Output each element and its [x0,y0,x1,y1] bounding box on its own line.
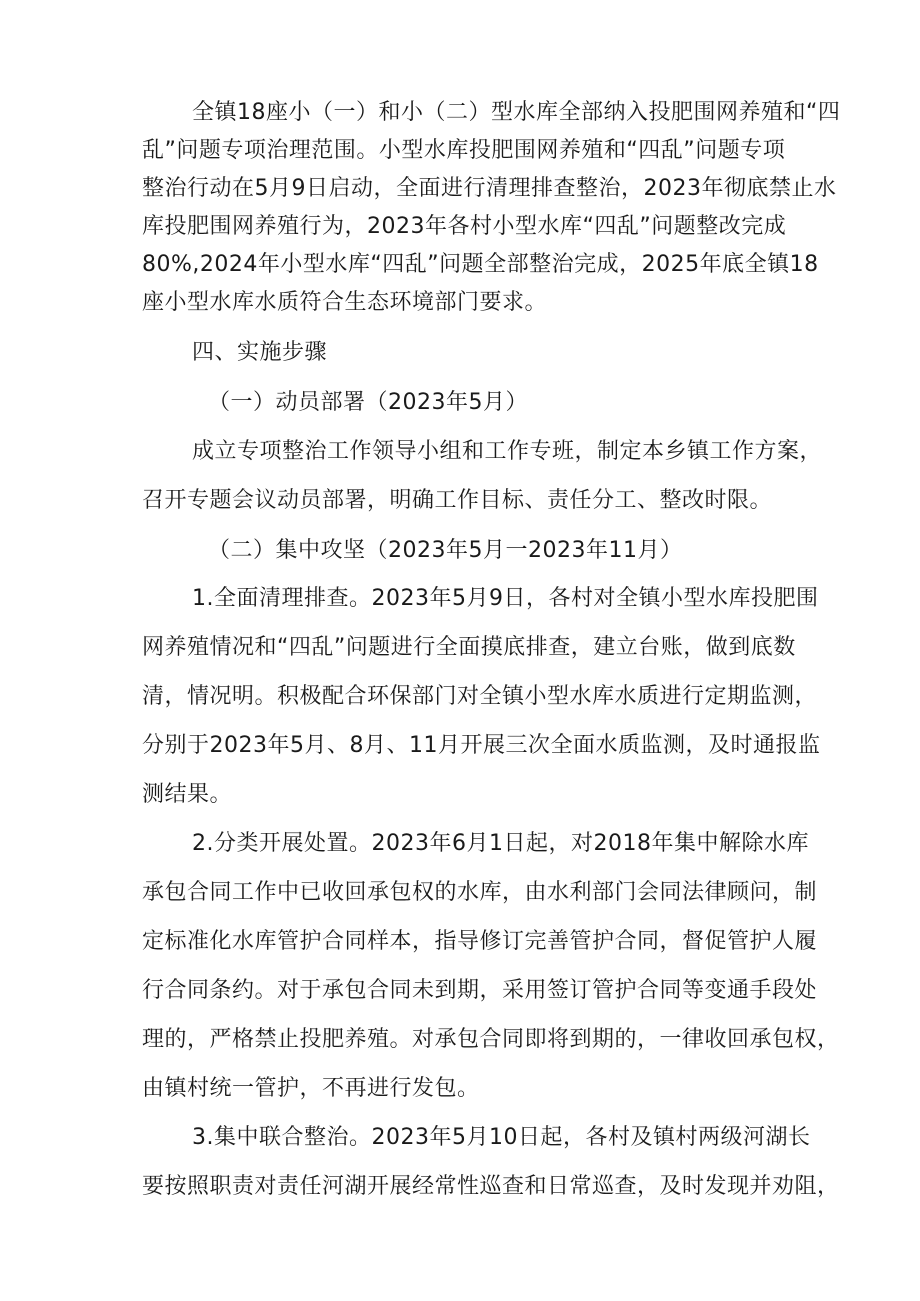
subsection-heading: （二）集中攻坚（2023年5月一2023年11月） [208,538,683,563]
paragraph-line: 测结果。 [142,782,233,807]
paragraph-line: 成立专项整治工作领导小组和工作专班，制定本乡镇工作方案， [192,439,823,464]
paragraph-line: 整治行动在5月9日启动，全面进行清理排查整治，2023年彻底禁止水 [142,176,837,201]
paragraph-line: 由镇村统一管护，不再进行发包。 [142,1076,480,1101]
paragraph-line: 行合同条约。对于承包合同未到期，采用签订管护合同等变通手段处 [142,978,818,1003]
paragraph-line: 承包合同工作中已收回承包权的水库，由水利部门会同法律顾问，制 [142,880,818,905]
paragraph-line: 清，情况明。积极配合环保部门对全镇小型水库水质进行定期监测， [142,684,818,709]
paragraph-line: 2.分类开展处置。2023年6月1日起，对2018年集中解除水库 [192,831,809,856]
paragraph-line: 全镇18座小（一）和小（二）型水库全部纳入投肥围网养殖和“四 [192,100,841,125]
paragraph-line: 乱”问题专项治理范围。小型水库投肥围网养殖和“四乱”问题专项 [142,138,786,163]
section-heading: 四、实施步骤 [192,340,328,365]
paragraph-line: 网养殖情况和“四乱”问题进行全面摸底排查，建立台账，做到底数 [142,635,796,660]
subsection-heading: （一）动员部署（2023年5月） [208,390,528,415]
paragraph-line: 库投肥围网养殖行为，2023年各村小型水库“四乱”问题整改完成 [142,214,787,239]
paragraph-line: 要按照职责对责任河湖开展经常性巡查和日常巡查，及时发现并劝阻， [142,1174,840,1199]
paragraph-line: 3.集中联合整治。2023年5月10日起，各村及镇村两级河湖长 [192,1125,811,1150]
paragraph-line: 分别于2023年5月、8月、11月开展三次全面水质监测，及时通报监 [142,733,821,758]
paragraph-line: 召开专题会议动员部署，明确工作目标、责任分工、整改时限。 [142,488,773,513]
paragraph-line: 1.全面清理排查。2023年5月9日，各村对全镇小型水库投肥围 [192,586,819,611]
paragraph-line: 座小型水库水质符合生态环境部门要求。 [142,290,548,315]
paragraph-line: 80%,2024年小型水库“四乱”问题全部整治完成，2025年底全镇18 [142,252,819,277]
paragraph-line: 理的，严格禁止投肥养殖。对承包合同即将到期的，一律收回承包权， [142,1027,840,1052]
paragraph-line: 定标准化水库管护合同样本，指导修订完善管护合同，督促管护人履 [142,929,818,954]
